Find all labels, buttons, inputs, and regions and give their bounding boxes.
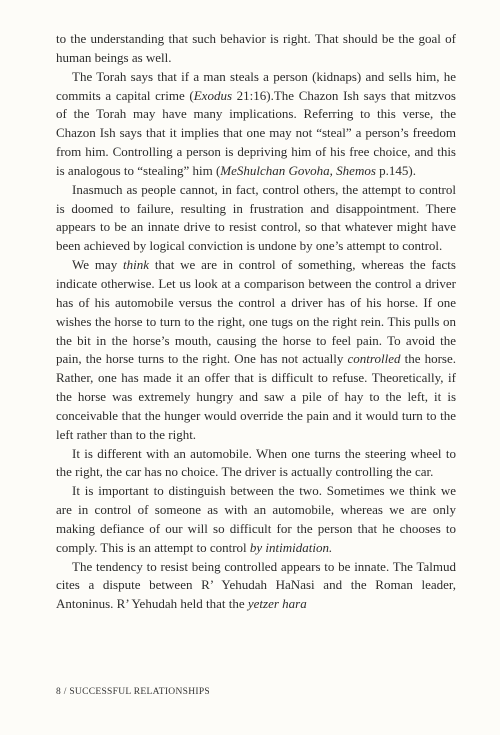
text-run: It is different with an automobile. When one turns the steering wheel to the right, the car has no choice. The driver is actually controlling the car.	[56, 445, 456, 480]
text-run: p.145).	[375, 162, 416, 178]
text-run: We may	[72, 257, 124, 273]
paragraph	[56, 445, 456, 483]
italic-text: by intimidation.	[249, 539, 333, 555]
italic-text: Exodus	[193, 87, 233, 103]
text-run: The Torah says that if a man steals a person (kidnaps) and sells him, he commits a capital crime (	[56, 68, 456, 103]
text-run: Inasmuch as people cannot, in fact, control others, the attempt to control is doomed to failure, resulting in frustration and disappointment. There appears to be an innate drive to resist control, so that whatever might have been achieved by logical conviction is undone by one’s attempt to control.	[56, 181, 456, 254]
italic-text: MeShulchan Govoha, Shemos	[220, 162, 376, 178]
paragraph	[56, 68, 456, 181]
italic-text: controlled	[347, 351, 401, 367]
text-run: to the understanding that such behavior is right. That should be the goal of human beings as well.	[56, 31, 456, 65]
italic-text: yetzer hara	[247, 596, 307, 612]
body-text	[56, 30, 456, 614]
text-run: 21:16).The Chazon Ish says that mitzvos of the Torah may have many implications. Referring to this verse, the Chazon Ish says that it implies that one may not “steal” a person’s freedom from him. Controlling a person is depriving him of his free choice, and this is analogous to “stealing” him (	[56, 87, 456, 178]
text-run: the horse. Rather, one has made it an offer that is difficult to refuse. Theoretically, if the horse was extremely hungry and saw a pile of hay to the left, it is conceivable that the hunger would override the pain and it would turn to the left rather than to the right.	[56, 351, 456, 442]
paragraph	[56, 181, 456, 256]
paragraph	[56, 256, 456, 444]
paragraph	[56, 558, 456, 615]
paragraph	[56, 482, 456, 557]
paragraph	[56, 30, 456, 68]
page-footer: 8 / SUCCESSFUL RELATIONSHIPS	[56, 687, 211, 697]
text-run: The tendency to resist being controlled appears to be innate. The Talmud cites a dispute between R’ Yehudah HaNasi and the Roman leader, Antoninus. R’ Yehudah held that the	[56, 558, 456, 612]
italic-text: think	[123, 257, 150, 273]
text-run: that we are in control of something, whereas the facts indicate otherwise. Let us look at a comparison between the control a driver has of his automobile versus the control a driver has of his horse. If one wishes the horse to turn to the right, one tugs on the right rein. This pulls on the bit in the horse’s mouth, causing the horse to feel pain. To avoid the pain, the horse turns to the right. One has not actually	[56, 257, 456, 367]
text-run: It is important to distinguish between the two. Sometimes we think we are in control of someone as with an automobile, whereas we are only making defiance of our will so difficult for the person that he chooses to comply. This is an attempt to control	[56, 483, 456, 555]
